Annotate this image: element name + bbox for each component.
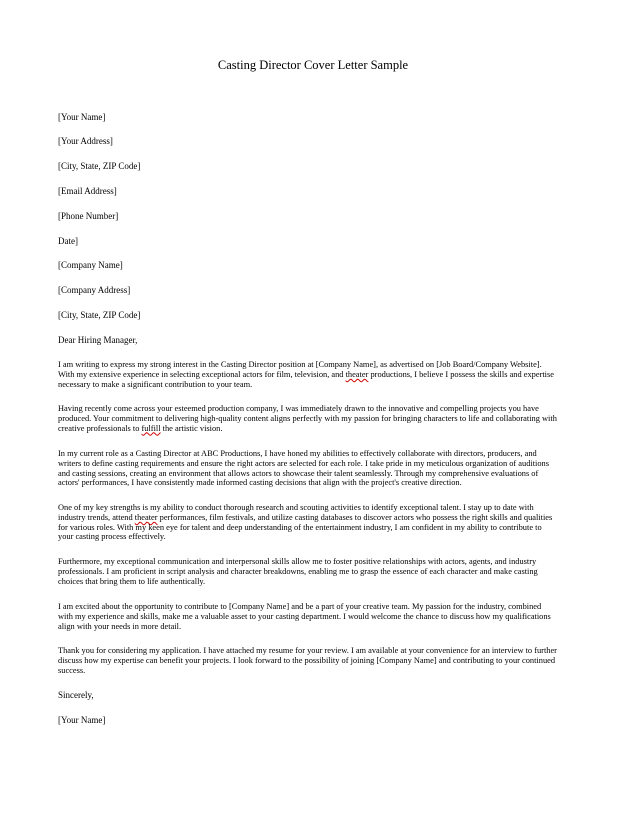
signature-name: [Your Name] bbox=[58, 715, 106, 725]
letter-date: Date] bbox=[58, 236, 78, 246]
sender-email: [Email Address] bbox=[58, 186, 117, 196]
paragraph-text: the artistic vision. bbox=[160, 423, 223, 433]
body-paragraph bbox=[58, 503, 558, 542]
paragraph-text: Thank you for considering my application. I have attached my resume for your review. I am available at your convenience for an interview to further discuss how my expertise can benefit your projects. I look forward to the possibility of joining [Company Name] and contributing to your continued success. bbox=[58, 646, 557, 675]
paragraph-text: productions, I believe I possess the skills and expertise necessary to make a significant contribution to your team. bbox=[58, 369, 554, 389]
paragraph-text: Having recently come across your esteemed production company, I was immediately drawn to the innovative and compelling projects you have produced. Your commitment to delivering high-quality content aligns perfectly with my passion for bringing characters to life and collaborating with creative professionals to bbox=[58, 404, 557, 433]
body-paragraph bbox=[58, 646, 558, 675]
body-paragraph bbox=[58, 404, 558, 433]
paragraph-text: In my current role as a Casting Director at ABC Productions, I have honed my abilities to effectively collaborate with directors, producers, and writers to define casting requirements and ensure the right actors are selected for each role. I take pride in my meticulous organization of auditions and casting sessions, creating an environment that allows actors to showcase their talent seamlessly. Through my comprehensive evaluations of actors' performances, I have consistently made informed casting decisions that align with the project's creative direction. bbox=[58, 449, 550, 488]
salutation: Dear Hiring Manager, bbox=[58, 335, 138, 345]
document-title: Casting Director Cover Letter Sample bbox=[217, 58, 409, 72]
body-paragraph bbox=[58, 360, 558, 389]
sender-name: [Your Name] bbox=[58, 112, 106, 122]
paragraph-text: I am excited about the opportunity to contribute to [Company Name] and be a part of your creative team. My passion for the industry, combined with my experience and skills, make me a valuable asset to your casting department. I would welcome the chance to discuss how my qualifications align with your needs in more detail. bbox=[58, 602, 551, 631]
paragraph-text: One of my key strengths is my ability to conduct thorough research and scouting activities to identify exceptional talent. I stay up to date with industry trends, attend bbox=[58, 503, 534, 522]
recipient-company-name: [Company Name] bbox=[58, 260, 123, 270]
sender-phone: [Phone Number] bbox=[58, 211, 119, 221]
recipient-company-address: [Company Address] bbox=[58, 285, 131, 295]
paragraph-text: Furthermore, my exceptional communication and interpersonal skills allow me to foster positive relationships with actors, agents, and industry professionals. I am proficient in script analysis and character breakdowns, enabling me to grasp the essence of each character and make casting choices that bring them to life authentically. bbox=[58, 557, 538, 586]
paragraph-text: I am writing to express my strong interest in the Casting Director position at [Company Name], as advertised on [Job Board/Company Website]. With my extensive experience in selecting exceptional actors for film, television, and bbox=[58, 360, 542, 379]
paragraph-text: performances, film festivals, and utilize casting databases to discover actors who possess the right skills and qualities for various roles. With my keen eye for talent and deep understanding of the entertainment industry, I am confident in my ability to contribute to your casting process effectively. bbox=[58, 512, 553, 542]
body-paragraph bbox=[58, 557, 558, 586]
sender-city-state-zip: [City, State, ZIP Code] bbox=[58, 161, 141, 171]
spellcheck-flagged-word: theater bbox=[345, 369, 369, 379]
spellcheck-flagged-word: theater bbox=[134, 512, 158, 522]
closing: Sincerely, bbox=[58, 690, 94, 700]
body-paragraph bbox=[58, 449, 558, 488]
spellcheck-flagged-word: fulfill bbox=[141, 423, 161, 433]
sender-address: [Your Address] bbox=[58, 136, 113, 146]
body-paragraph bbox=[58, 602, 558, 631]
recipient-city-state-zip: [City, State, ZIP Code] bbox=[58, 310, 141, 320]
